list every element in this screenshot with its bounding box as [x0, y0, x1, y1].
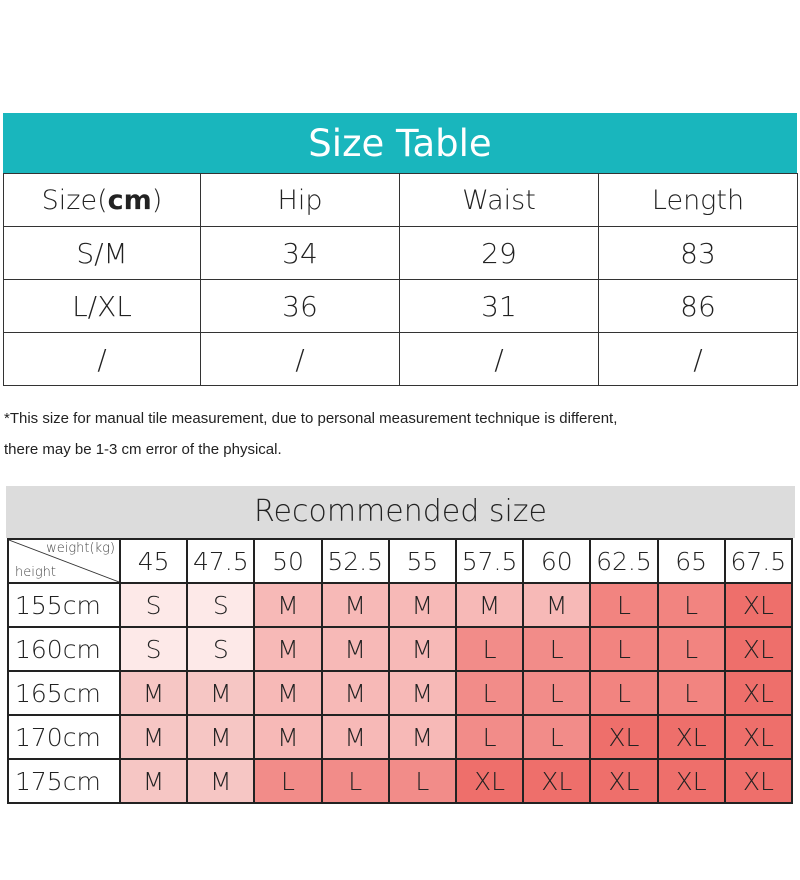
size-cell: L/XL	[4, 280, 201, 333]
size-header-unit: cm	[107, 184, 152, 216]
recommended-size-cell: M	[456, 583, 523, 627]
size-table-title: Size Table	[3, 113, 797, 173]
recommended-size-cell: S	[187, 627, 254, 671]
measurement-note-line-2: there may be 1-3 cm error of the physical.	[4, 441, 282, 458]
corner-height-label: height	[15, 565, 56, 580]
weight-header-cell: 65	[658, 539, 725, 583]
recommended-size-cell: L	[523, 627, 590, 671]
height-row	[8, 759, 792, 803]
recommended-size-cell: M	[120, 759, 187, 803]
recommended-size-cell: XL	[590, 715, 657, 759]
recommended-size-cell: L	[523, 671, 590, 715]
recommended-size-cell: M	[322, 583, 389, 627]
height-cell: 160cm	[8, 627, 120, 671]
weight-header-cell: 52.5	[322, 539, 389, 583]
weight-header-cell: 45	[120, 539, 187, 583]
recommended-size-cell: XL	[658, 759, 725, 803]
size-table-row	[4, 227, 798, 280]
height-cell: 170cm	[8, 715, 120, 759]
recommended-size-cell: L	[590, 671, 657, 715]
recommended-size-cell: M	[254, 627, 321, 671]
recommended-size-cell: XL	[590, 759, 657, 803]
recommended-size-cell: L	[523, 715, 590, 759]
height-cell: 155cm	[8, 583, 120, 627]
corner-cell	[8, 539, 120, 583]
size-cell: S/M	[4, 227, 201, 280]
hip-cell: 34	[201, 227, 400, 280]
hip-cell: /	[201, 333, 400, 386]
recommended-size-cell: XL	[725, 759, 792, 803]
height-row	[8, 671, 792, 715]
size-header-label: Size(	[41, 184, 108, 216]
size-table-row	[4, 333, 798, 386]
recommended-size-cell: S	[120, 627, 187, 671]
recommended-size-cell: L	[322, 759, 389, 803]
recommended-size-title: Recommended size	[6, 486, 795, 538]
height-cell: 165cm	[8, 671, 120, 715]
waist-header: Waist	[400, 174, 599, 227]
height-cell: 175cm	[8, 759, 120, 803]
recommended-size-cell: M	[523, 583, 590, 627]
recommended-size-cell: L	[590, 583, 657, 627]
recommended-size-cell: M	[389, 715, 456, 759]
recommended-size-cell: L	[658, 627, 725, 671]
hip-header: Hip	[201, 174, 400, 227]
hip-cell: 36	[201, 280, 400, 333]
length-cell: 83	[599, 227, 798, 280]
recommended-size-cell: L	[254, 759, 321, 803]
recommended-size-cell: L	[456, 627, 523, 671]
recommended-size-cell: S	[120, 583, 187, 627]
recommended-size-cell: XL	[658, 715, 725, 759]
recommended-size-cell: M	[322, 627, 389, 671]
recommended-size-cell: L	[389, 759, 456, 803]
waist-cell: 29	[400, 227, 599, 280]
size-header-cell	[4, 174, 201, 227]
recommended-size-cell: L	[456, 715, 523, 759]
recommended-size-cell: M	[322, 671, 389, 715]
recommended-size-cell: M	[389, 671, 456, 715]
size-header-suffix: )	[151, 184, 163, 216]
recommended-size-cell: M	[187, 715, 254, 759]
recommended-size-cell: XL	[725, 627, 792, 671]
recommended-size-cell: L	[590, 627, 657, 671]
waist-cell: /	[400, 333, 599, 386]
length-cell: /	[599, 333, 798, 386]
recommended-size-cell: L	[456, 671, 523, 715]
recommended-size-cell: L	[658, 671, 725, 715]
weight-header-cell: 57.5	[456, 539, 523, 583]
weight-header-cell: 55	[389, 539, 456, 583]
waist-cell: 31	[400, 280, 599, 333]
recommended-size-cell: XL	[725, 715, 792, 759]
recommended-size-cell: XL	[456, 759, 523, 803]
weight-header-row	[8, 539, 792, 583]
recommended-size-cell: L	[658, 583, 725, 627]
recommended-size-cell: M	[187, 759, 254, 803]
weight-header-cell: 67.5	[725, 539, 792, 583]
height-row	[8, 715, 792, 759]
weight-header-cell: 60	[523, 539, 590, 583]
recommended-size-cell: M	[254, 583, 321, 627]
height-row	[8, 583, 792, 627]
recommended-size-cell: XL	[523, 759, 590, 803]
measurement-note-line-1: *This size for manual tile measurement, due to personal measurement technique is different,	[4, 410, 618, 427]
recommended-size-cell: M	[120, 715, 187, 759]
recommended-size-cell: M	[322, 715, 389, 759]
corner-weight-label: weight(kg)	[46, 541, 115, 556]
recommended-size-cell: M	[254, 715, 321, 759]
recommended-size-cell: M	[254, 671, 321, 715]
weight-header-cell: 50	[254, 539, 321, 583]
recommended-size-table	[7, 538, 793, 804]
length-header: Length	[599, 174, 798, 227]
weight-header-cell: 62.5	[590, 539, 657, 583]
length-cell: 86	[599, 280, 798, 333]
recommended-size-cell: M	[389, 583, 456, 627]
weight-header-cell: 47.5	[187, 539, 254, 583]
size-cell: /	[4, 333, 201, 386]
recommended-size-cell: M	[389, 627, 456, 671]
size-table	[3, 173, 798, 386]
recommended-size-cell: XL	[725, 671, 792, 715]
height-row	[8, 627, 792, 671]
recommended-size-cell: M	[120, 671, 187, 715]
recommended-size-cell: XL	[725, 583, 792, 627]
recommended-size-cell: S	[187, 583, 254, 627]
recommended-size-cell: M	[187, 671, 254, 715]
size-table-row	[4, 280, 798, 333]
size-table-header-row	[4, 174, 798, 227]
